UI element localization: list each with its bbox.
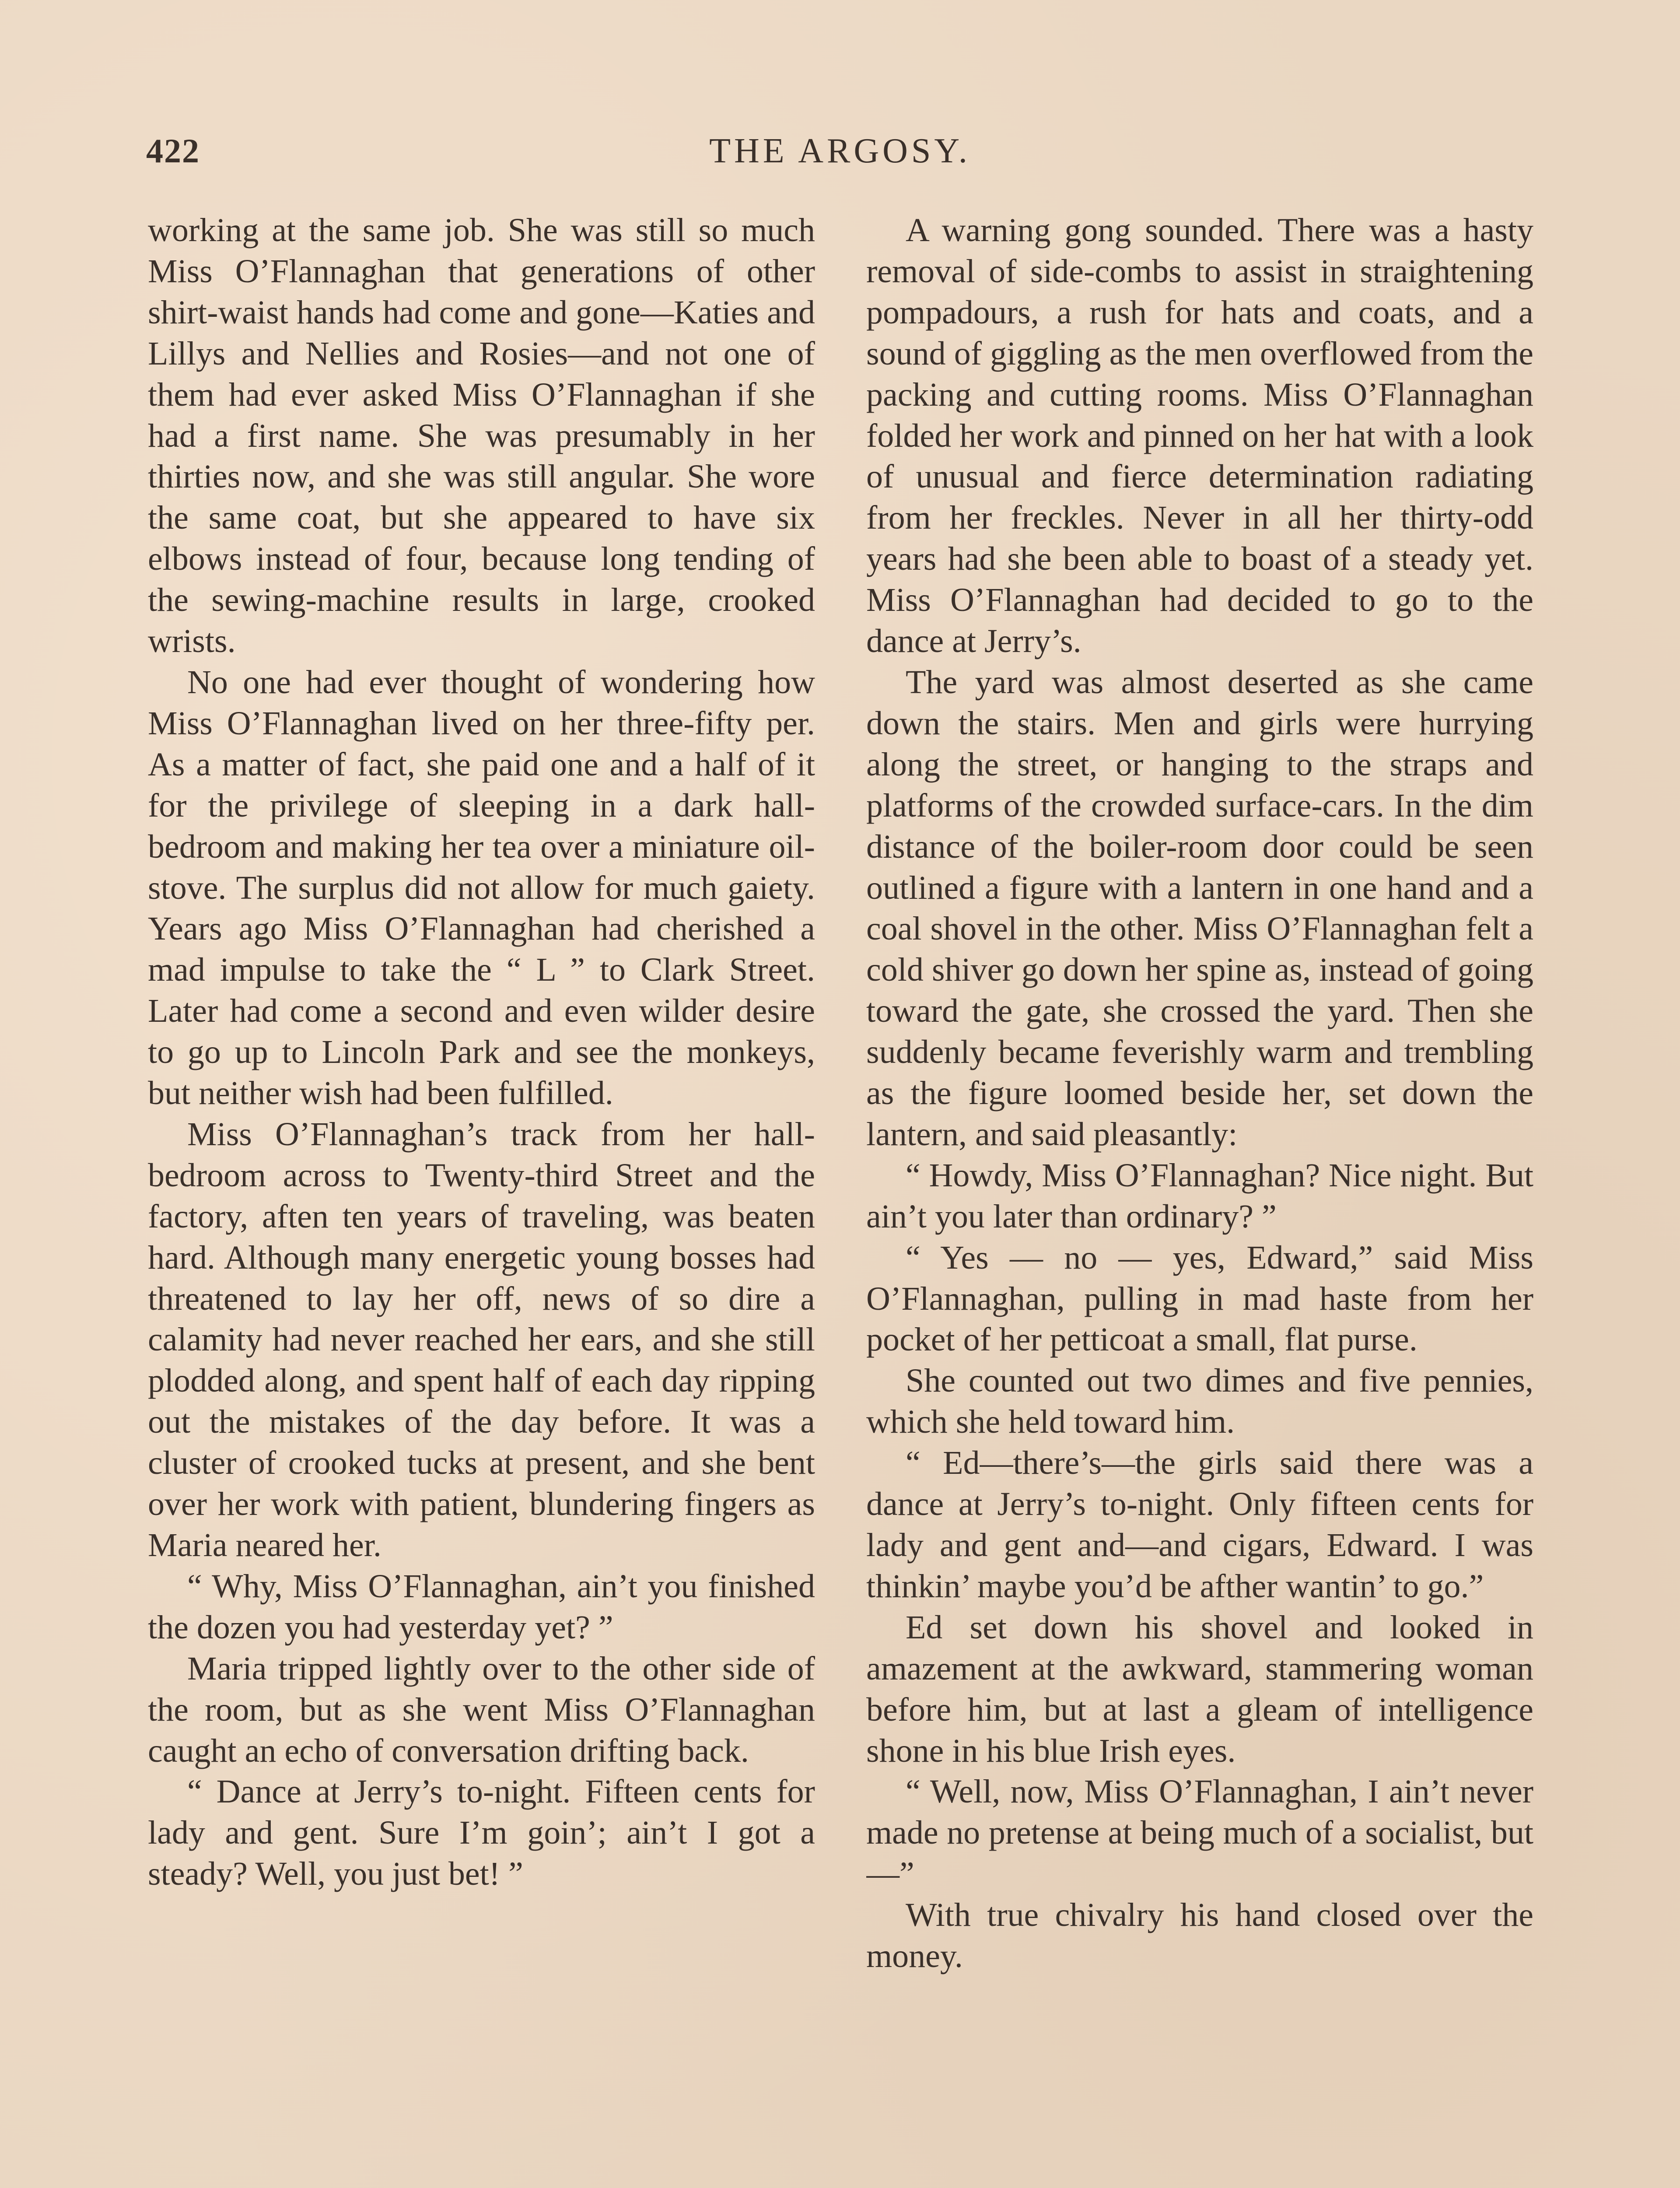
right-text-column bbox=[866, 210, 1533, 2188]
paragraph: She counted out two dimes and five pennies, which she held toward him. bbox=[866, 1362, 1533, 1441]
running-head-title: THE ARGOSY. bbox=[709, 132, 971, 170]
paragraph: “ Well, now, Miss O’Flannaghan, I ain’t never made no pretense at being much of a socialist, but—” bbox=[866, 1773, 1533, 1893]
paragraph: working at the same job. She was still so much Miss O’Flannaghan that generations of other shirt-waist hands had come and gone—Katies and Lillys and Nellies and Rosies—and not one of them had ever asked Miss O’Flannaghan if she had a first name. She was presumably in her thirties now, and she was still angular. She wore the same coat, but she appeared to have six elbows instead of four, because long tending of the sewing-machine results in large, crooked wrists. bbox=[148, 212, 815, 660]
page-number: 422 bbox=[146, 132, 200, 170]
paragraph: With true chivalry his hand closed over the money. bbox=[866, 1897, 1533, 1975]
paragraph: Maria tripped lightly over to the other side of the room, but as she went Miss O’Flannaghan caught an echo of conversation drifting back. bbox=[148, 1650, 815, 1769]
paragraph: “ Yes — no — yes, Edward,” said Miss O’Flannaghan, pulling in mad haste from her pocket of her petticoat a small, flat purse. bbox=[866, 1239, 1533, 1358]
paragraph: “ Howdy, Miss O’Flannaghan? Nice night. But ain’t you later than ordinary? ” bbox=[866, 1157, 1533, 1235]
paragraph: Miss O’Flannaghan’s track from her hall-bedroom across to Twenty-third Street and the factory, aften ten years of traveling, was beaten hard. Although many energetic young bosses had threatened to lay her off, news of so dire a calamity had never reached her ears, and she still plodded along, and spent half of each day ripping out the mistakes of the day before. It was a cluster of crooked tucks at present, and she bent over her work with patient, blundering fingers as Maria neared her. bbox=[148, 1115, 815, 1564]
paragraph: “ Dance at Jerry’s to-night. Fifteen cents for lady and gent. Sure I’m goin’; ain’t I got a steady? Well, you just bet! ” bbox=[148, 1773, 815, 1893]
paragraph: A warning gong sounded. There was a hasty removal of side-combs to assist in straightening pompadours, a rush for hats and coats, and a sound of giggling as the men overflowed from the packing and cutting rooms. Miss O’Flannaghan folded her work and pinned on her hat with a look of unusual and fierce determination radiating from her freckles. Never in all her thirty-odd years had she been able to boast of a steady yet. Miss O’Flannaghan had decided to go to the dance at Jerry’s. bbox=[866, 212, 1533, 660]
paragraph: “ Why, Miss O’Flannaghan, ain’t you finished the dozen you had yesterday yet? ” bbox=[148, 1567, 815, 1646]
paragraph: Ed set down his shovel and looked in amazement at the awkward, stammering woman before him, but at last a gleam of intelligence shone in his blue Irish eyes. bbox=[866, 1609, 1533, 1769]
left-text-column bbox=[148, 210, 815, 2188]
paragraph: No one had ever thought of wondering how Miss O’Flannaghan lived on her three-fifty per. As a matter of fact, she paid one and a half of it for the privilege of sleeping in a dark hall-bedroom and making her tea over a miniature oil-stove. The surplus did not allow for much gaiety. Years ago Miss O’Flannaghan had cherished a mad impulse to take the “ L ” to Clark Street. Later had come a second and even wilder desire to go up to Lincoln Park and see the monkeys, but neither wish had been fulfilled. bbox=[148, 663, 815, 1112]
paragraph: “ Ed—there’s—the girls said there was a dance at Jerry’s to-night. Only fifteen cents for lady and gent and—and cigars, Edward. I was thinkin’ maybe you’d be afther wantin’ to go.” bbox=[866, 1445, 1533, 1605]
paragraph: The yard was almost deserted as she came down the stairs. Men and girls were hurrying along the street, or hanging to the straps and platforms of the crowded surface-cars. In the dim distance of the boiler-room door could be seen outlined a figure with a lantern in one hand and a coal shovel in the other. Miss O’Flannaghan felt a cold shiver go down her spine as, instead of going toward the gate, she crossed the yard. Then she suddenly became feverishly warm and trembling as the figure loomed beside her, set down the lantern, and said pleasantly: bbox=[866, 663, 1533, 1153]
